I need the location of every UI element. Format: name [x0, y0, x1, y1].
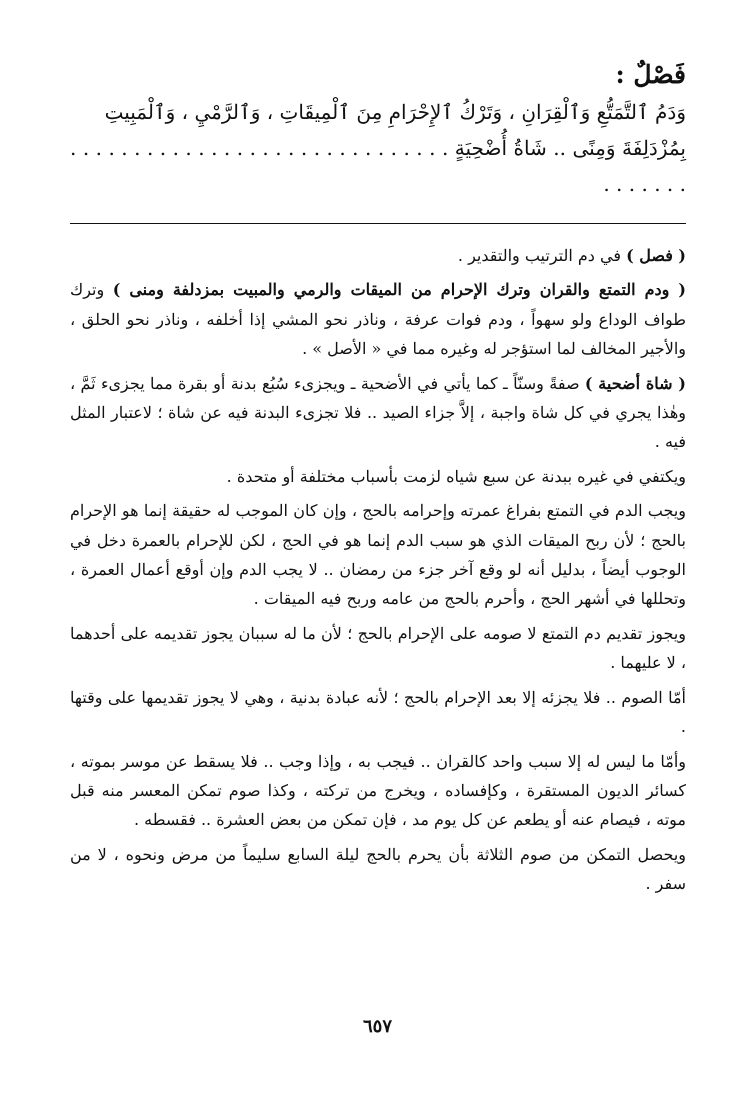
- commentary-text: ويجب الدم في التمتع بفراغ عمرته وإحرامه بالحج ، وإن كان الموجب له حقيقة إنما هو الإحرام بالحج ؛ لأن ربح الميقات الذي هو سبب الدم إنما هو في الحج ، لكن للإحرام بالعمرة دخل في الوجوب أيضاً ، بدليل أنه لو وقع آخر جزء من رمضان .. لا يجب الدم وإن أوقع أعمال العمرة ، وتحللها في أشهر الحج ، وأحرم بالحج من عامه وربح فيه الميقات .: [70, 501, 686, 609]
- commentary-paragraph: [70, 619, 686, 678]
- matn-dots: . . . . . . . . . . . . . . . . . . . . . . . . . . . . . . . . . . . . .: [70, 136, 686, 196]
- matn-line-2: [70, 130, 686, 202]
- commentary-paragraph: [70, 369, 686, 457]
- commentary-text: ويجوز تقديم دم التمتع لا صومه على الإحرام بالحج ؛ لأن ما له سببان يجوز تقديمه على أحدهما ، لا عليهما .: [70, 623, 687, 673]
- commentary-block: [70, 241, 686, 899]
- separator-rule: [70, 223, 686, 224]
- commentary-paragraph: [70, 840, 686, 899]
- section-heading: فَصْلٌ :: [615, 60, 686, 89]
- commentary-paragraph: [70, 275, 686, 363]
- commentary-text: أمّا الصوم .. فلا يجزئه إلا بعد الإحرام بالحج ؛ لأنه عبادة بدنية ، وهي لا يجوز تقديمها على وقتها .: [70, 687, 686, 737]
- commentary-text: في دم الترتيب والتقدير .: [457, 246, 627, 265]
- commentary-paragraph: [70, 241, 686, 270]
- commentary-text: ويكتفي في غيره ببدنة عن سبع شياه لزمت بأسباب مختلفة أو متحدة .: [226, 466, 686, 486]
- matn-line-1: وَدَمُ ٱلتَّمَتُّعِ وَٱلْقِرَانِ ، وَتَرْكُ ٱلإِحْرَامِ مِنَ ٱلْمِيقَاتِ ، وَٱلرَّمْيِ ، وَٱلْمَبِيتِ: [104, 100, 686, 124]
- matn-line-2-text: بِمُزْدَلِفَةَ وَمِنًى .. شَاةُ أُضْحِيَةٍ: [454, 136, 687, 160]
- page-number: ٦٥٧: [362, 1016, 392, 1037]
- matn-block: [70, 94, 686, 202]
- commentary-paragraph: [70, 462, 686, 491]
- commentary-text: صفةً وسنّاً ـ كما يأتي في الأضحية ـ ويجزىء سُبُع بدنة أو بقرة مما يجزىء ثَمَّ ، وهٰذا يجري في كل شاة واجبة ، إلاَّ جزاء الصيد .. فلا تجزىء البدنة فيه عن شاة ؛ لاعتبار المثل فيه .: [70, 373, 686, 452]
- commentary-text: ويحصل التمكن من صوم الثلاثة بأن يحرم بالحج ليلة السابع سليماً من مرض ونحوه ، لا من سفر .: [70, 844, 686, 894]
- commentary-paragraph: [70, 496, 686, 614]
- commentary-text: وأمّا ما ليس له إلا سبب واحد كالقران .. فيجب به ، وإذا وجب .. فلا يسقط عن موسر بموته ، كسائر الديون المستقرة ، وكإفساده ، ويخرج من تركته ، وكذا صوم تمكن المعسر منه قبل موته ، فيصام عنه أو يطعم عن كل يوم مد ، فإن تمكن من بعض العشرة .. فقسطه .: [70, 751, 686, 830]
- commentary-text: وترك طواف الوداع ولو سهواً ، ودم فوات عرفة ، وناذر نحو المشي إذا أخلفه ، وناذر نحو الحلق ، والأجير المخالف لما استؤجر له وغيره مما في « الأصل » .: [70, 280, 686, 359]
- commentary-quote: ( ودم التمتع والقران وترك الإحرام من الميقات والرمي والمبيت بمزدلفة ومنى ): [112, 280, 687, 300]
- commentary-paragraph: [70, 683, 686, 742]
- commentary-quote: ( شاة أضحية ): [584, 373, 686, 393]
- page-body: [70, 58, 686, 904]
- commentary-quote: ( فصل ): [626, 246, 686, 265]
- commentary-paragraph: [70, 747, 686, 835]
